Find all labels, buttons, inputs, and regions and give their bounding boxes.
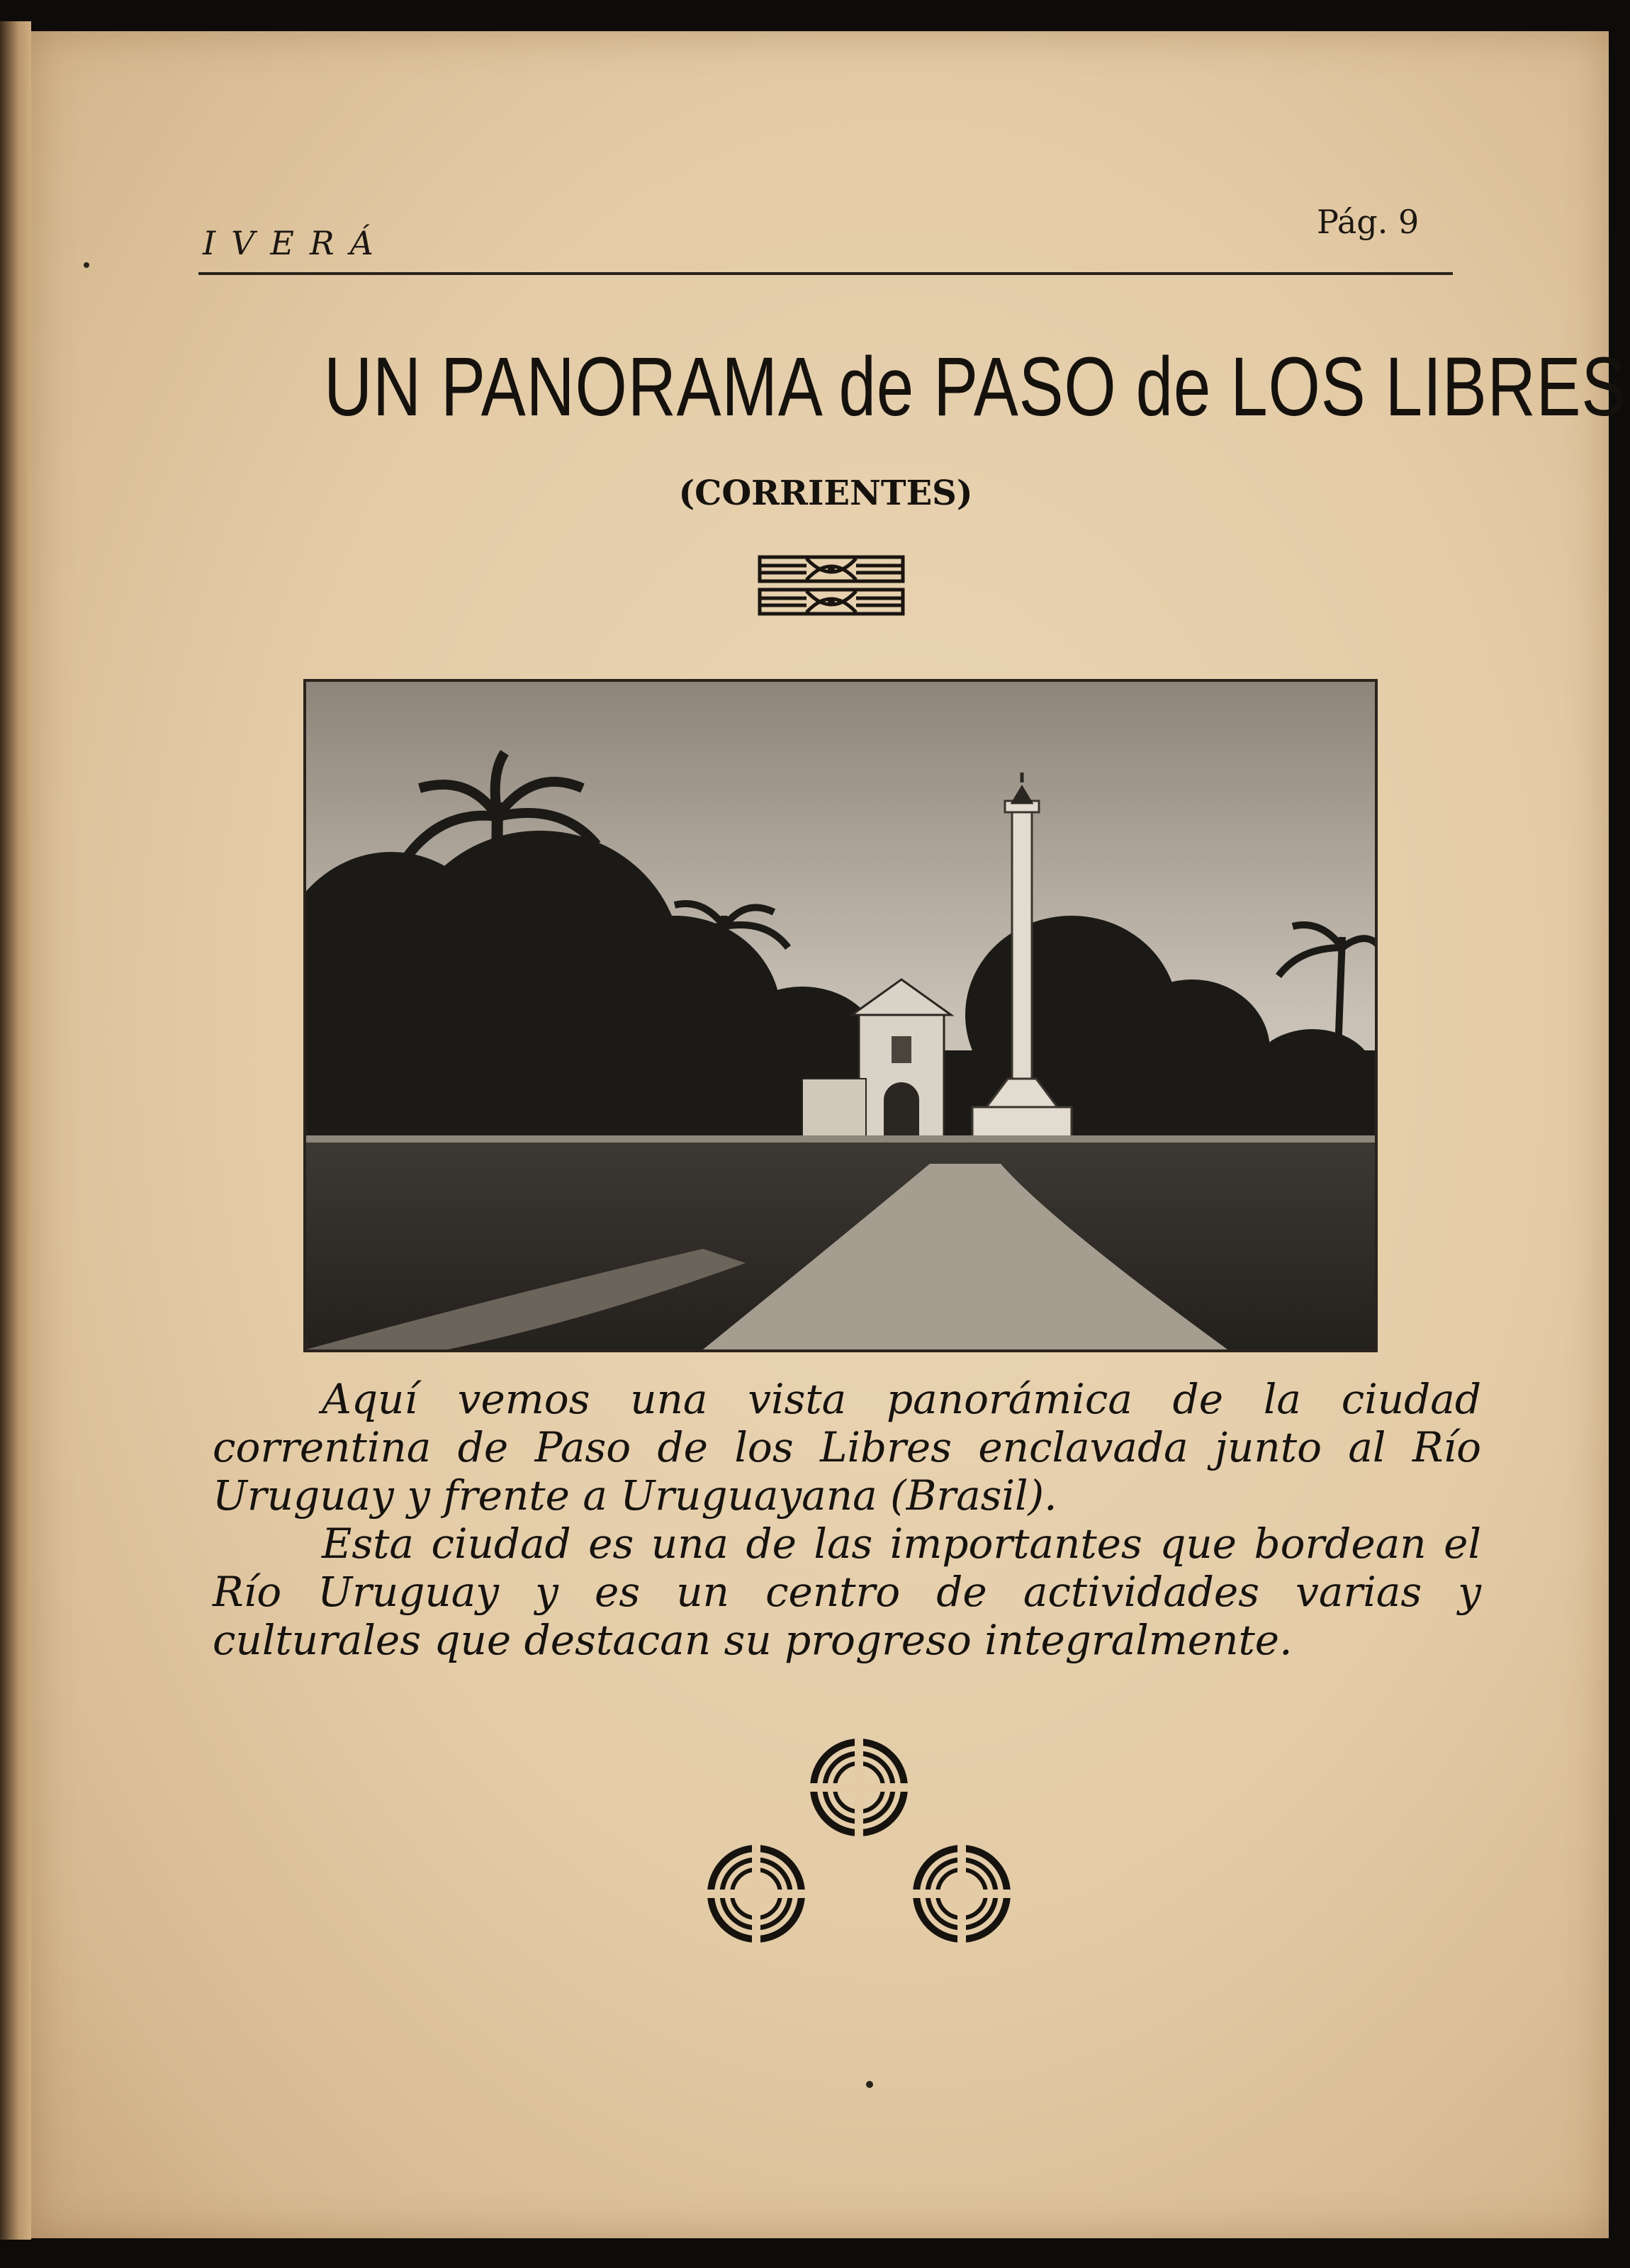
header-divider <box>198 272 1453 275</box>
print-speck <box>866 2081 873 2088</box>
magazine-title: IVERÁ <box>203 224 389 262</box>
article-subtitle: (CORRIENTES) <box>678 473 973 513</box>
ornament-rings-icon <box>703 1736 1015 1949</box>
paragraph-1: Aquí vemos una vista panorámica de la ciudad correntina de Paso de los Libres enclavada junto al Río Uruguay y frente a Uruguayana (Brasil). <box>213 1375 1481 1520</box>
ornament-top-icon <box>757 553 906 618</box>
article-body <box>213 1375 1481 1664</box>
paragraph-2: Esta ciudad es una de las importantes que bordean el Río Uruguay y es un centro de actividades varias y culturales que destacan su progreso integralmente. <box>213 1520 1481 1664</box>
print-speck <box>84 262 89 268</box>
article-title: UN PANORAMA de PASO de LOS LIBRES <box>324 340 1627 434</box>
page-number: Pág. 9 <box>1317 203 1420 241</box>
panorama-photo <box>303 679 1378 1352</box>
book-spine-edge <box>0 21 31 2240</box>
